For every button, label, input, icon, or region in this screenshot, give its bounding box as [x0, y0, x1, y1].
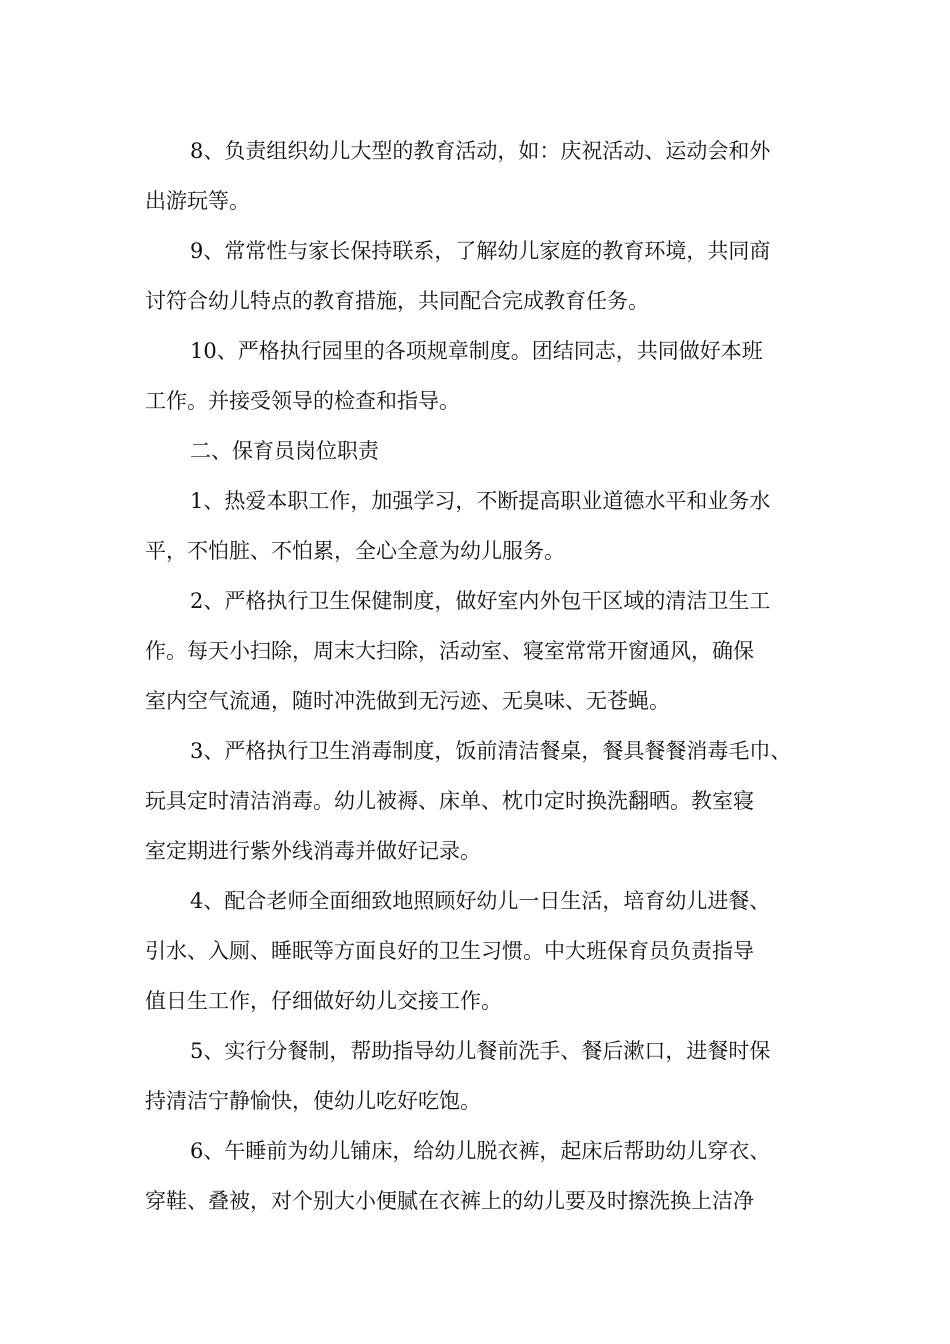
- paragraph-line: 6、午睡前为幼儿铺床，给幼儿脱衣裤，起床后帮助幼儿穿衣、: [190, 1139, 771, 1163]
- paragraph-line: 8、负责组织幼儿大型的教育活动，如：庆祝活动、运动会和外: [190, 139, 771, 163]
- paragraph-line: 室定期进行紫外线消毒并做好记录。: [145, 839, 481, 863]
- paragraph-line: 讨符合幼儿特点的教育措施，共同配合完成教育任务。: [145, 289, 649, 313]
- paragraph-line: 作。每天小扫除，周末大扫除，活动室、寝室常常开窗通风，确保: [145, 639, 754, 663]
- paragraph-line: 穿鞋、叠被，对个别大小便腻在衣裤上的幼儿要及时擦洗换上洁净: [145, 1189, 754, 1213]
- section-heading: 二、保育员岗位职责: [190, 439, 379, 463]
- paragraph-line: 工作。并接受领导的检查和指导。: [145, 389, 460, 413]
- paragraph-line: 值日生工作，仔细做好幼儿交接工作。: [145, 989, 502, 1013]
- paragraph-line: 平，不怕脏、不怕累，全心全意为幼儿服务。: [145, 539, 565, 563]
- paragraph-line: 5、实行分餐制，帮助指导幼儿餐前洗手、餐后漱口，进餐时保: [190, 1039, 771, 1063]
- paragraph-line: 3、严格执行卫生消毒制度，饭前清洁餐桌，餐具餐餐消毒毛巾、: [190, 739, 792, 763]
- paragraph-line: 10、严格执行园里的各项规章制度。团结同志，共同做好本班: [190, 339, 763, 363]
- paragraph-line: 室内空气流通，随时冲洗做到无污迹、无臭味、无苍蝇。: [145, 689, 670, 713]
- paragraph-line: 持清洁宁静愉快，使幼儿吃好吃饱。: [145, 1089, 481, 1113]
- paragraph-line: 2、严格执行卫生保健制度，做好室内外包干区域的清洁卫生工: [190, 589, 771, 613]
- paragraph-line: 出游玩等。: [145, 189, 250, 213]
- paragraph-line: 玩具定时清洁消毒。幼儿被褥、床单、枕巾定时换洗翻晒。教室寝: [145, 789, 754, 813]
- paragraph-line: 9、常常性与家长保持联系，了解幼儿家庭的教育环境，共同商: [190, 239, 771, 263]
- paragraph-line: 引水、入厕、睡眠等方面良好的卫生习惯。中大班保育员负责指导: [145, 939, 754, 963]
- paragraph-line: 4、配合老师全面细致地照顾好幼儿一日生活，培育幼儿进餐、: [190, 889, 771, 913]
- paragraph-line: 1、热爱本职工作，加强学习，不断提高职业道德水平和业务水: [190, 489, 771, 513]
